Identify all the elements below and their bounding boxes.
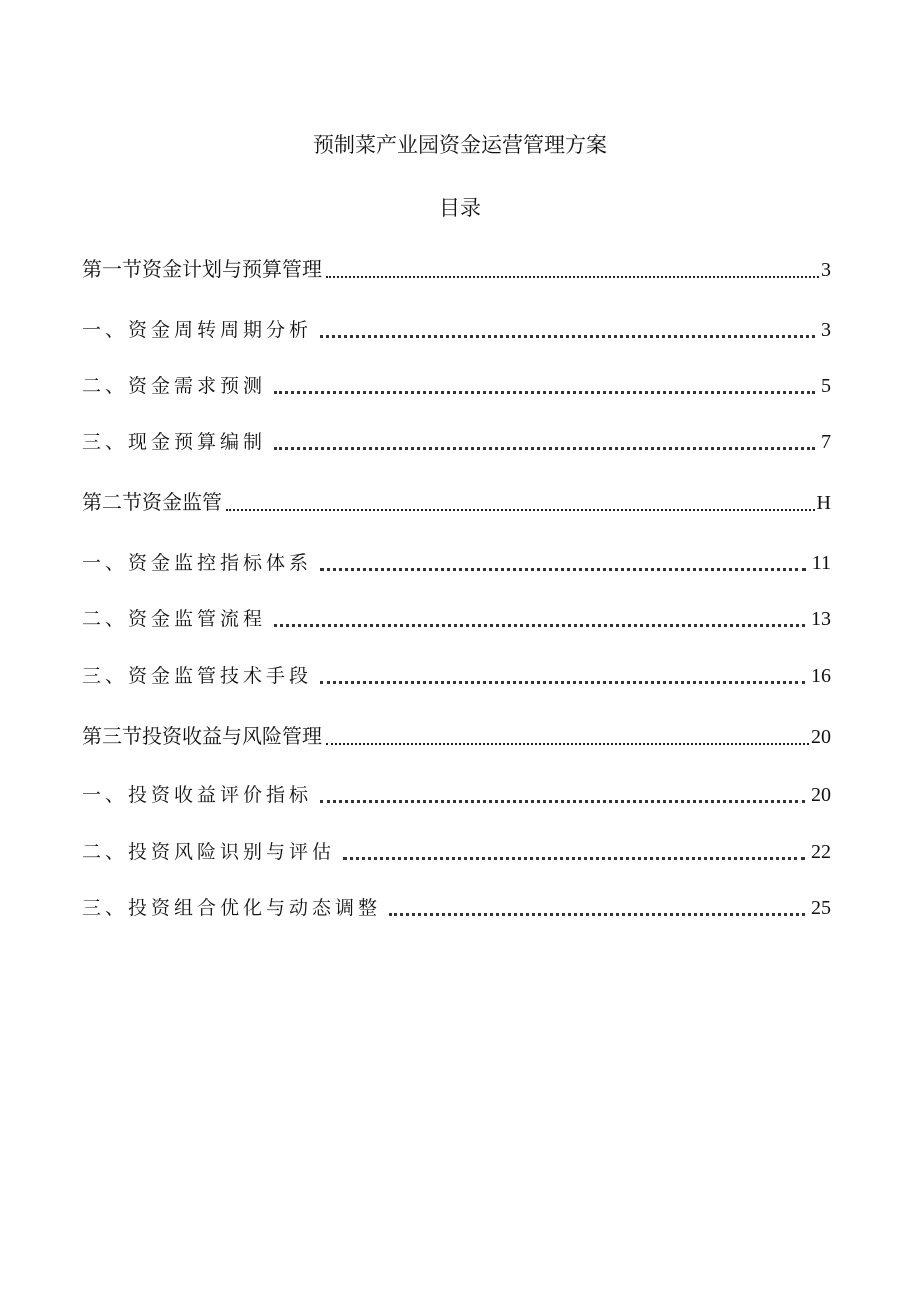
- toc-entry-section-1-3[interactable]: [82, 425, 831, 459]
- toc-entry-chapter-3[interactable]: [82, 719, 831, 754]
- toc-entry-label: 一、资金周转周期分析: [82, 319, 313, 341]
- toc-entry-label: 一、资金监控指标体系: [82, 552, 313, 574]
- toc-entry-label: 第二节资金监管: [82, 490, 222, 514]
- toc-entry-label: 二、资金监管流程: [82, 608, 267, 630]
- toc-entry-page: 22: [811, 841, 831, 863]
- toc-entry-label: 一、投资收益评价指标: [82, 784, 313, 806]
- toc-entry-label: 第三节投资收益与风险管理: [82, 724, 322, 748]
- toc-entry-page: 13: [811, 608, 831, 630]
- toc-entry-chapter-1[interactable]: [82, 252, 831, 287]
- dot-leader: [326, 276, 819, 278]
- dot-leader: [274, 391, 815, 394]
- toc-entry-page: 20: [811, 784, 831, 806]
- toc-entry-page: 7: [821, 431, 831, 453]
- dot-leader: [320, 681, 805, 684]
- dot-leader: [320, 568, 806, 571]
- toc-entry-section-2-3[interactable]: [82, 659, 831, 693]
- toc-entry-chapter-2[interactable]: [82, 485, 831, 520]
- toc-entry-section-1-2[interactable]: [82, 369, 831, 403]
- dot-leader: [343, 857, 805, 860]
- toc-entry-section-2-2[interactable]: [82, 602, 831, 636]
- document-title: 预制菜产业园资金运营管理方案: [313, 133, 607, 157]
- dot-leader: [320, 335, 815, 338]
- dot-leader: [274, 447, 815, 450]
- toc-entry-page: 11: [811, 552, 831, 574]
- toc-heading: 目录: [439, 196, 481, 220]
- toc-entry-page: 20: [811, 726, 831, 748]
- toc-entry-label: 三、现金预算编制: [82, 431, 267, 453]
- toc-entry-section-3-1[interactable]: [82, 778, 831, 812]
- toc-entry-label: 三、资金监管技术手段: [82, 665, 313, 687]
- toc-entry-page: H: [816, 492, 831, 514]
- toc-entry-label: 二、资金需求预测: [82, 375, 267, 397]
- toc-entry-page: 5: [821, 375, 831, 397]
- toc-entry-section-3-2[interactable]: [82, 835, 831, 869]
- toc-entry-label: 三、投资组合优化与动态调整: [82, 897, 382, 919]
- dot-leader: [389, 913, 805, 916]
- toc-entry-page: 3: [821, 319, 831, 341]
- dot-leader: [326, 743, 809, 745]
- toc-entry-page: 3: [821, 259, 831, 281]
- toc-entry-page: 16: [811, 665, 831, 687]
- toc-entry-page: 25: [811, 897, 831, 919]
- toc-entry-section-2-1[interactable]: [82, 546, 831, 580]
- toc-entry-label: 二、投资风险识别与评估: [82, 841, 336, 863]
- toc-entry-section-3-3[interactable]: [82, 891, 831, 925]
- dot-leader: [320, 800, 805, 803]
- toc-entry-label: 第一节资金计划与预算管理: [82, 257, 322, 281]
- dot-leader: [226, 509, 815, 511]
- dot-leader: [274, 624, 805, 627]
- toc-entry-section-1-1[interactable]: [82, 313, 831, 347]
